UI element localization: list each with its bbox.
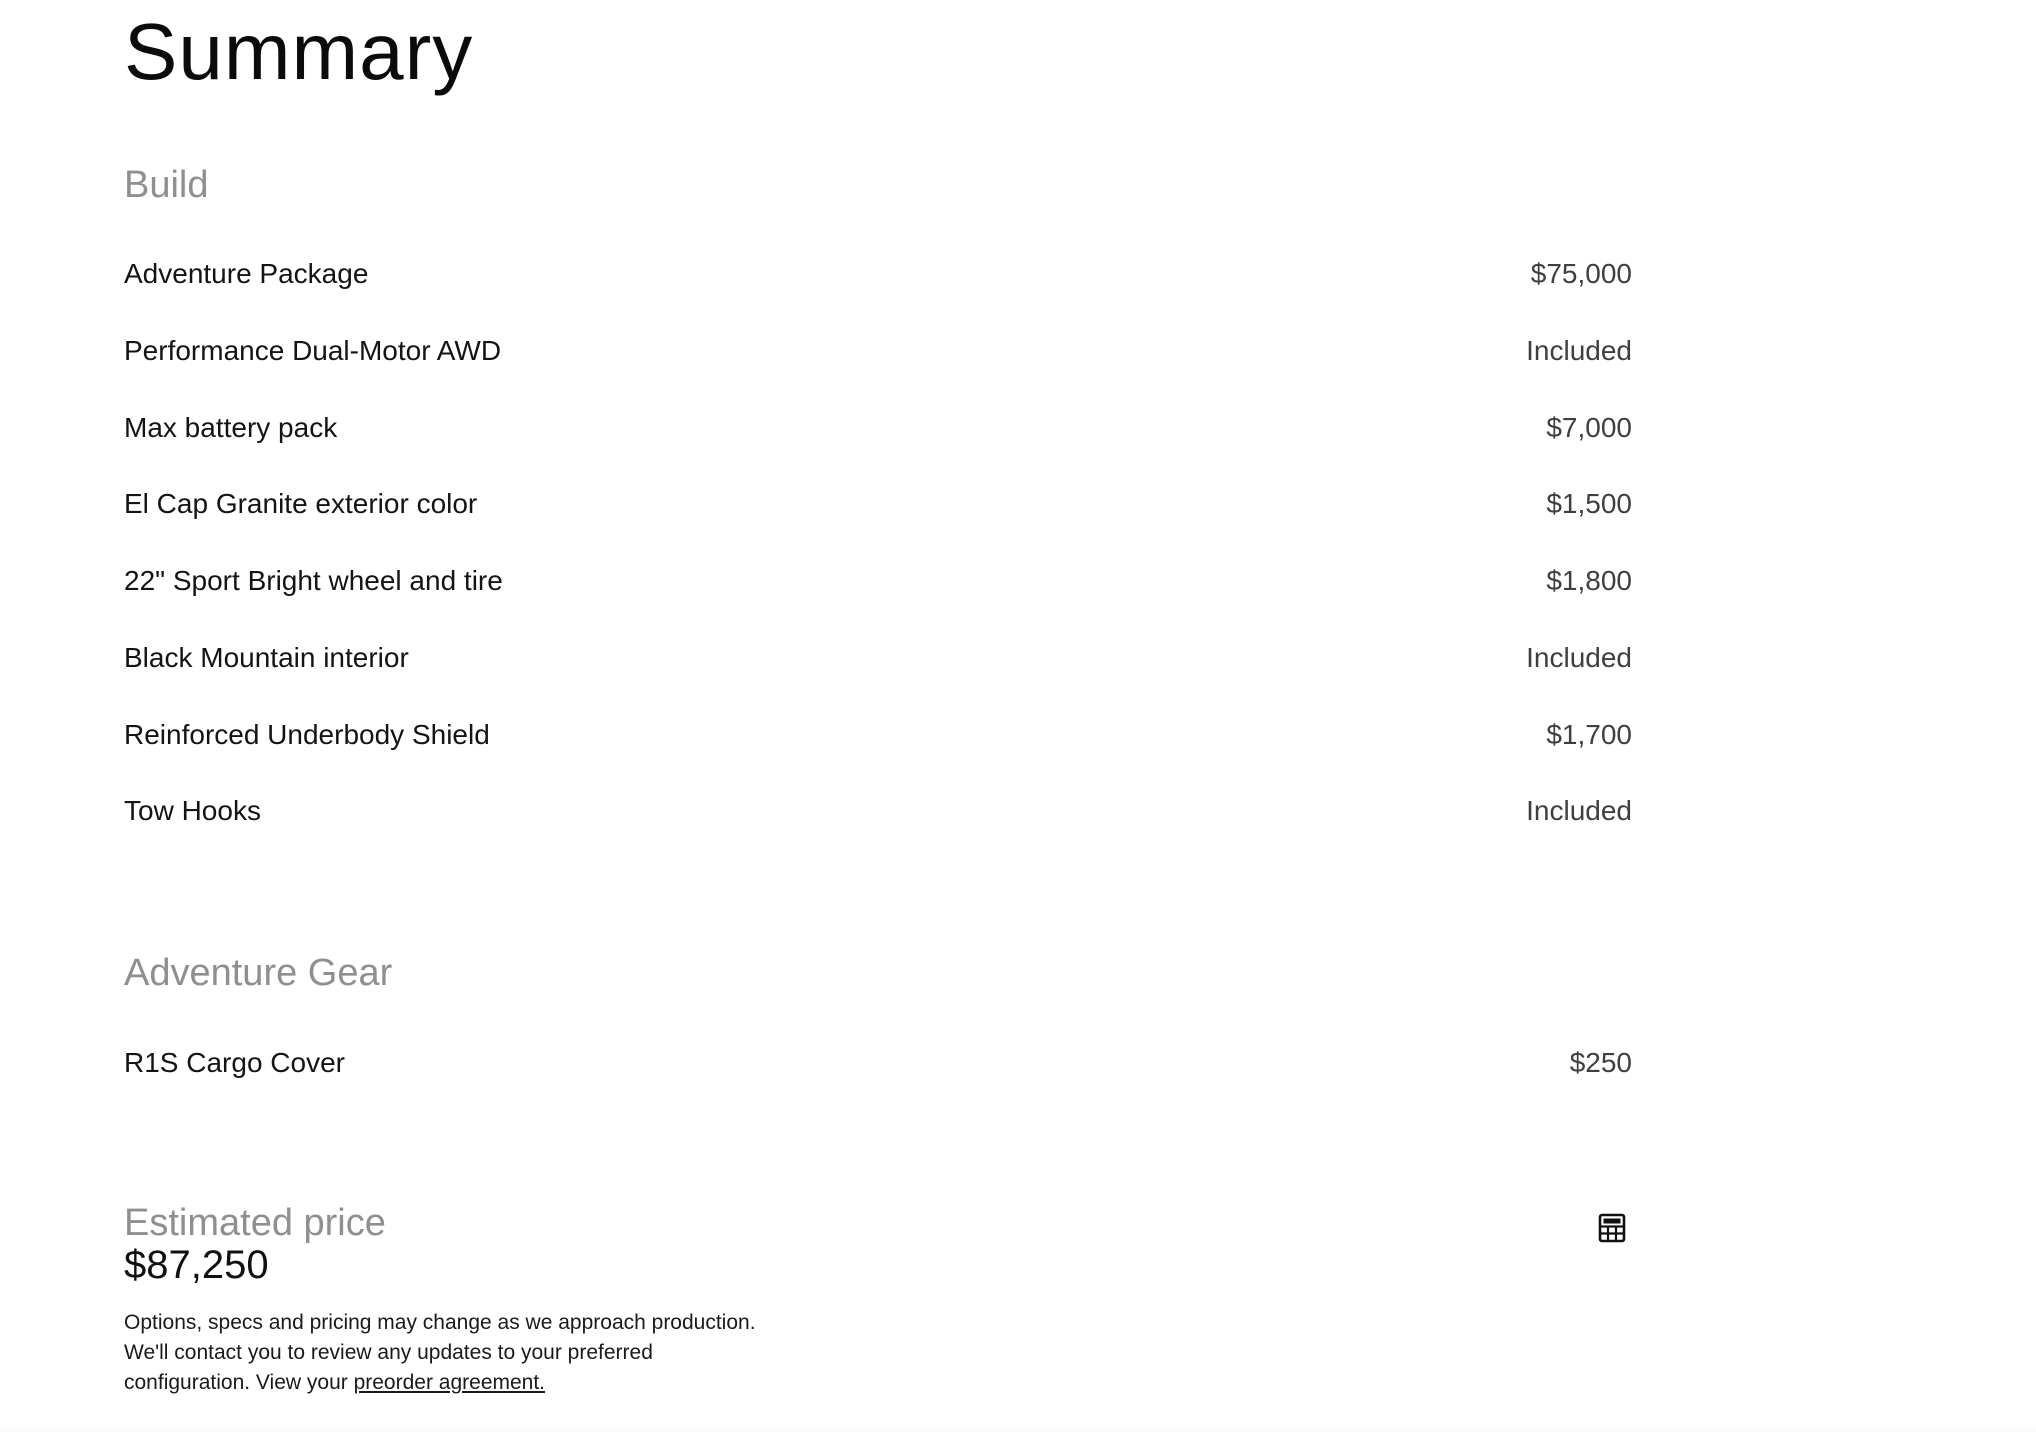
build-item-row: [124, 254, 1632, 294]
build-item-price: Included: [1526, 642, 1632, 673]
build-item-price: $1,800: [1546, 565, 1632, 596]
estimated-price-value: $87,250: [124, 1243, 269, 1287]
build-item-row: [124, 408, 1632, 448]
bottom-edge-shadow: [0, 1424, 2036, 1432]
build-item-name: Max battery pack: [124, 412, 338, 443]
calculator-icon: [1598, 1213, 1626, 1243]
build-item-price: Included: [1526, 795, 1632, 826]
build-item-price: $1,700: [1546, 719, 1632, 750]
preorder-agreement-link[interactable]: preorder agreement.: [353, 1371, 546, 1394]
build-item-name: 22" Sport Bright wheel and tire: [124, 565, 503, 596]
build-item-price: $75,000: [1530, 258, 1632, 289]
page-title: Summary: [124, 7, 474, 96]
pricing-disclaimer: [124, 1308, 784, 1398]
gear-item-row: [124, 1043, 1632, 1083]
disclaimer-text: Options, specs and pricing may change as we approach production. We'll contact you to review any updates to your preferred configuration. View your: [124, 1311, 756, 1394]
gear-item-price: $250: [1569, 1047, 1632, 1078]
build-item-row: [124, 791, 1632, 831]
build-item-row: [124, 484, 1632, 524]
estimated-price-label: Estimated price: [124, 1202, 386, 1244]
build-item-row: [124, 638, 1632, 678]
build-item-row: [124, 715, 1632, 755]
build-item-price: $1,500: [1546, 488, 1632, 519]
adventure-gear-section-title: Adventure Gear: [124, 952, 393, 994]
build-item-price: $7,000: [1546, 412, 1632, 443]
gear-item-name: R1S Cargo Cover: [124, 1047, 345, 1078]
build-item-name: El Cap Granite exterior color: [124, 488, 478, 519]
build-item-name: Black Mountain interior: [124, 642, 409, 673]
build-item-row: [124, 561, 1632, 601]
build-section-title: Build: [124, 164, 209, 206]
build-item-name: Reinforced Underbody Shield: [124, 719, 490, 750]
calculator-button[interactable]: [1594, 1210, 1630, 1246]
build-item-name: Adventure Package: [124, 258, 369, 289]
build-item-name: Performance Dual-Motor AWD: [124, 335, 502, 366]
build-item-row: [124, 331, 1632, 371]
build-item-price: Included: [1526, 335, 1632, 366]
build-item-name: Tow Hooks: [124, 795, 261, 826]
